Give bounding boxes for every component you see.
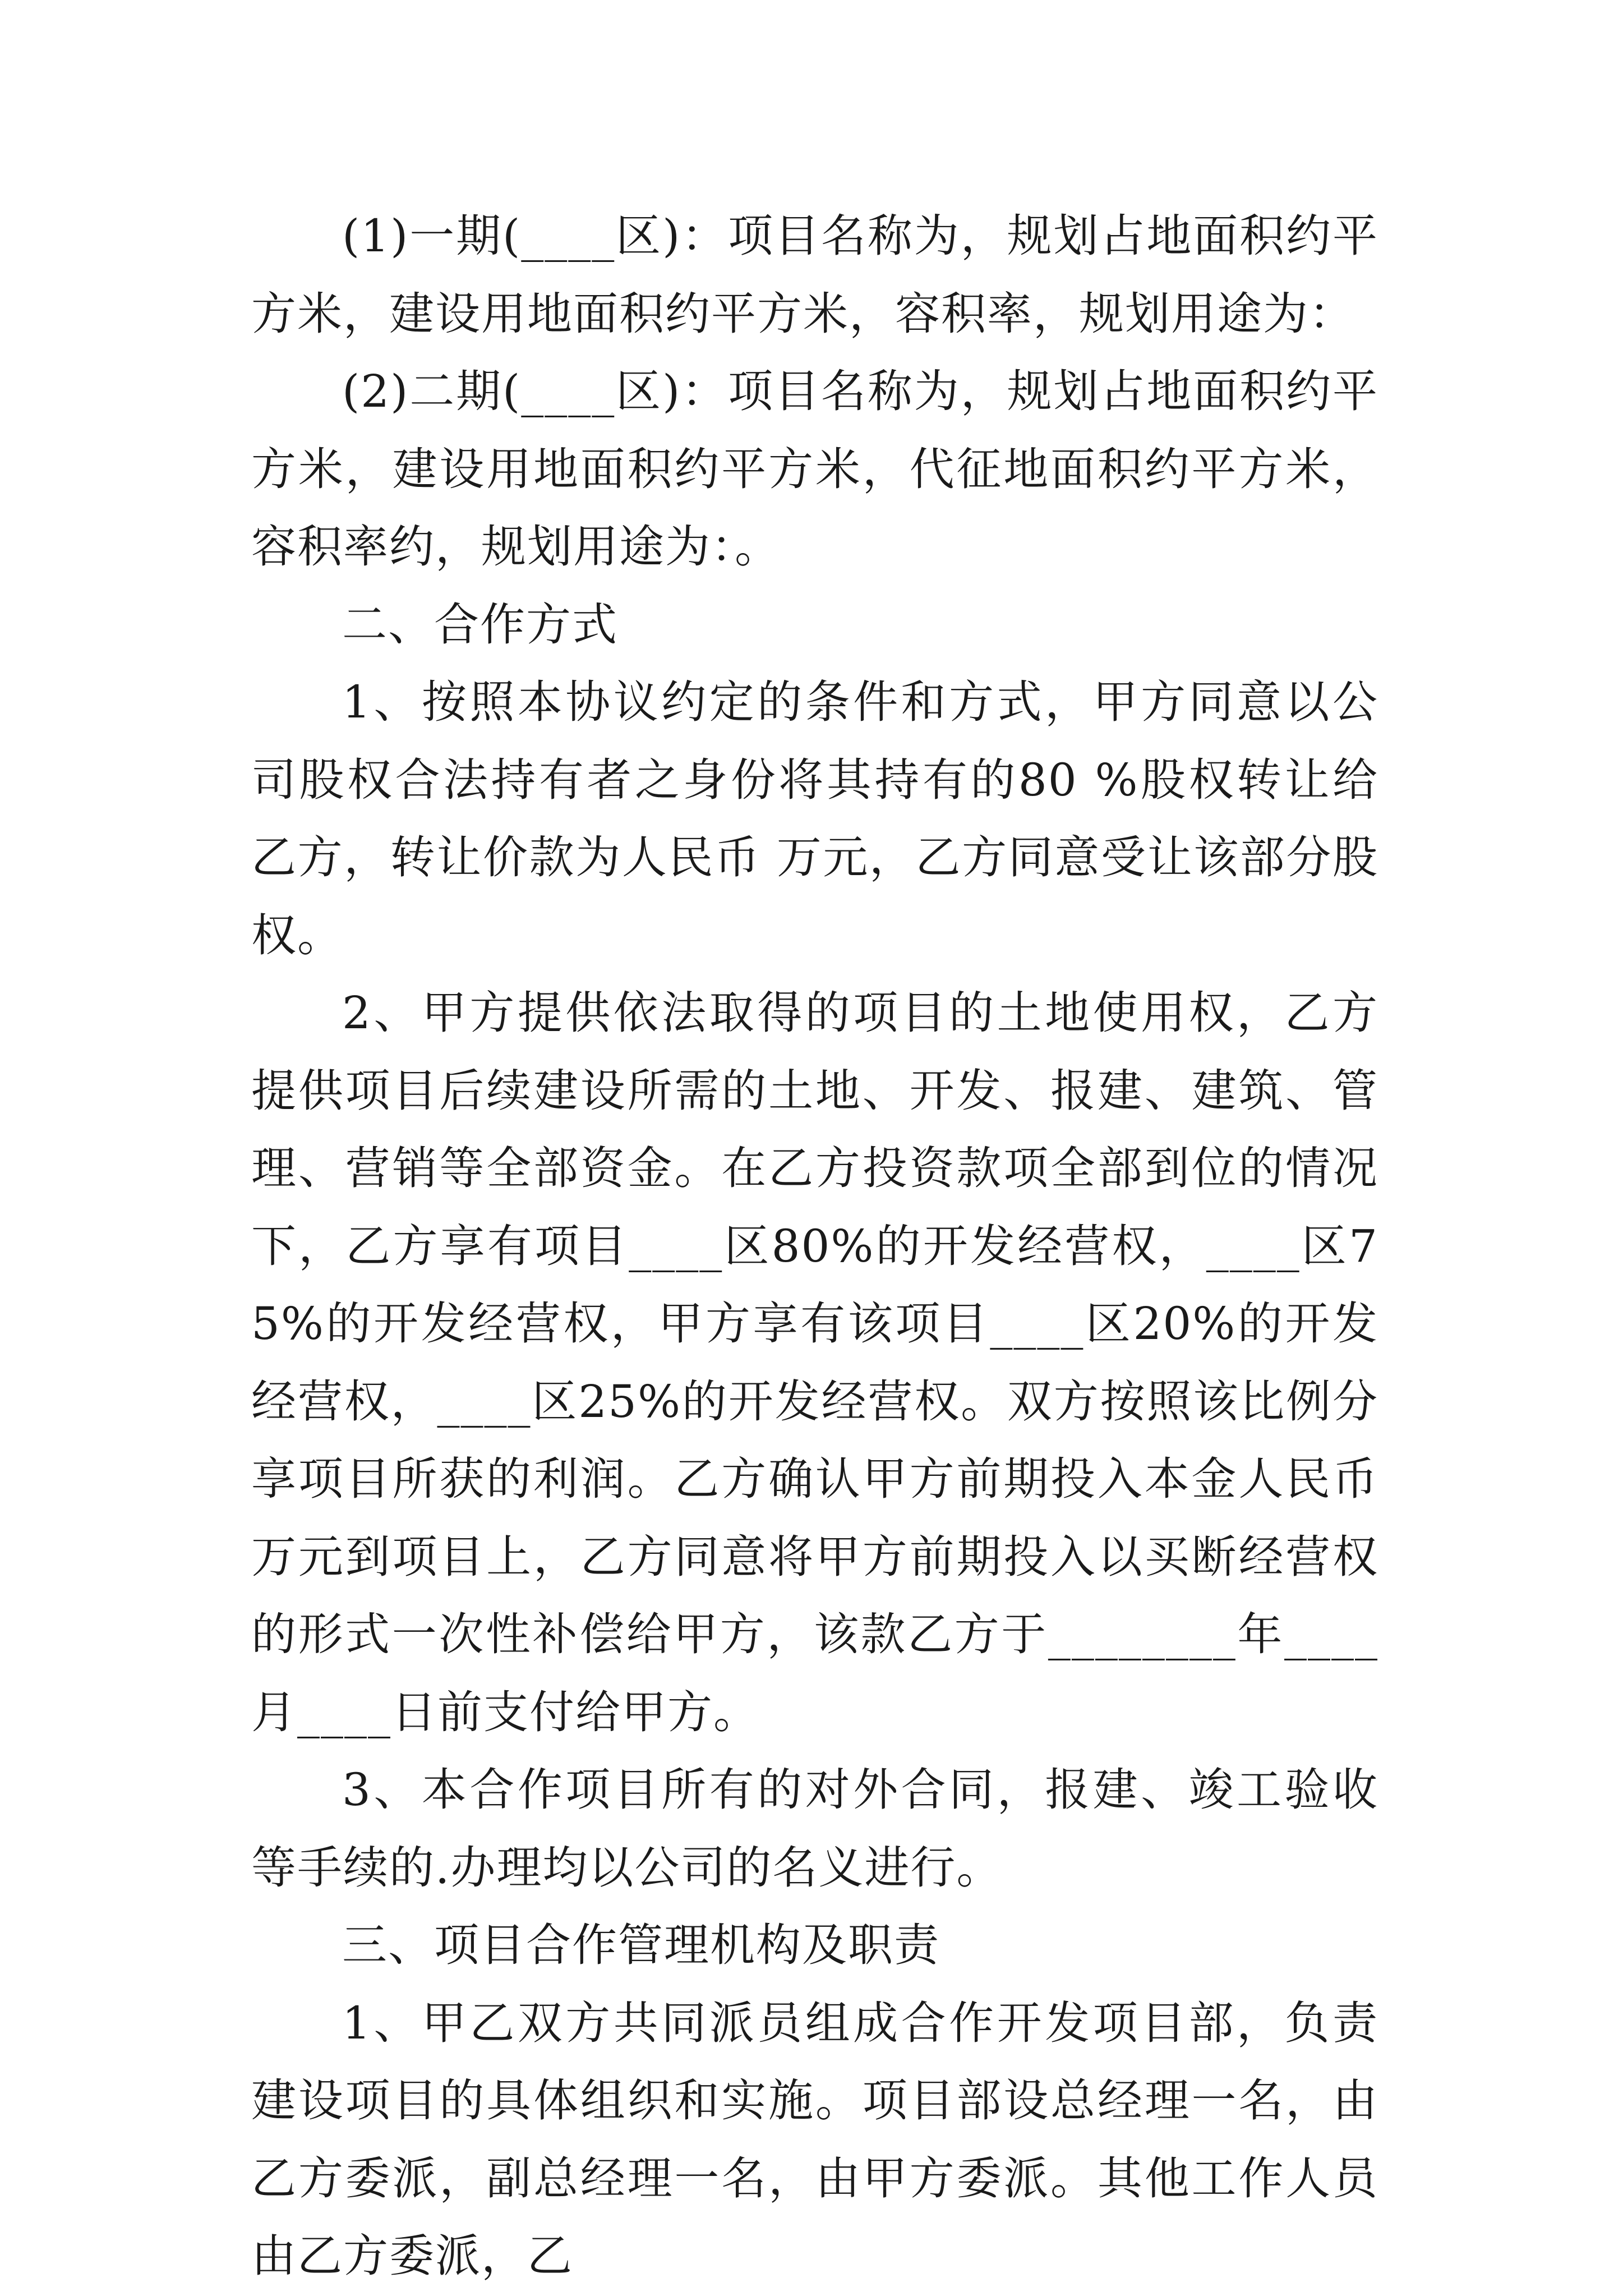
paragraph-clause-1: 1、按照本协议约定的条件和方式，甲方同意以公司股权合法持有者之身份将其持有的80 %股权转让给乙方，转让价款为人民币 万元，乙方同意受让该部分股权。 <box>251 676 1378 961</box>
paragraph-management-clause-1: 1、甲乙双方共同派员组成合作开发项目部，负责建设项目的具体组织和实施。项目部设总经理一名，由乙方委派，副总经理一名，由甲方委派。其他工作人员由乙方委派，乙 <box>251 1996 1378 2282</box>
section-heading-cooperation-method: 二、合作方式 <box>342 598 618 651</box>
document-body <box>251 197 1394 2295</box>
paragraph-clause-2: 2、甲方提供依法取得的项目的土地使用权，乙方提供项目后续建设所需的土地、开发、报建、建筑、管理、营销等全部资金。在乙方投资款项全部到位的情况下，乙方享有项目____区80%的开发经营权，____区75%的开发经营权，甲方享有该项目____区20%的开发经营权，____区25%的开发经营权。双方按照该比例分享项目所获的利润。乙方确认甲方前期投入本金人民币 万元到项目上，乙方同意将甲方前期投入以买断经营权的形式一次性补偿给甲方，该款乙方于________年____月____日前支付给甲方。 <box>251 987 1394 1738</box>
paragraph-phase-two: (2)二期(____区)：项目名称为，规划占地面积约平方米，建设用地面积约平方米，代征地面积约平方米，容积率约，规划用途为：。 <box>251 365 1378 573</box>
paragraph-phase-one: (1)一期(____区)：项目名称为，规划占地面积约平方米，建设用地面积约平方米，容积率，规划用途为： <box>251 210 1378 340</box>
section-heading-management: 三、项目合作管理机构及职责 <box>342 1919 940 1971</box>
paragraph-clause-3: 3、本合作项目所有的对外合同，报建、竣工验收等手续的.办理均以公司的名义进行。 <box>251 1764 1378 1894</box>
